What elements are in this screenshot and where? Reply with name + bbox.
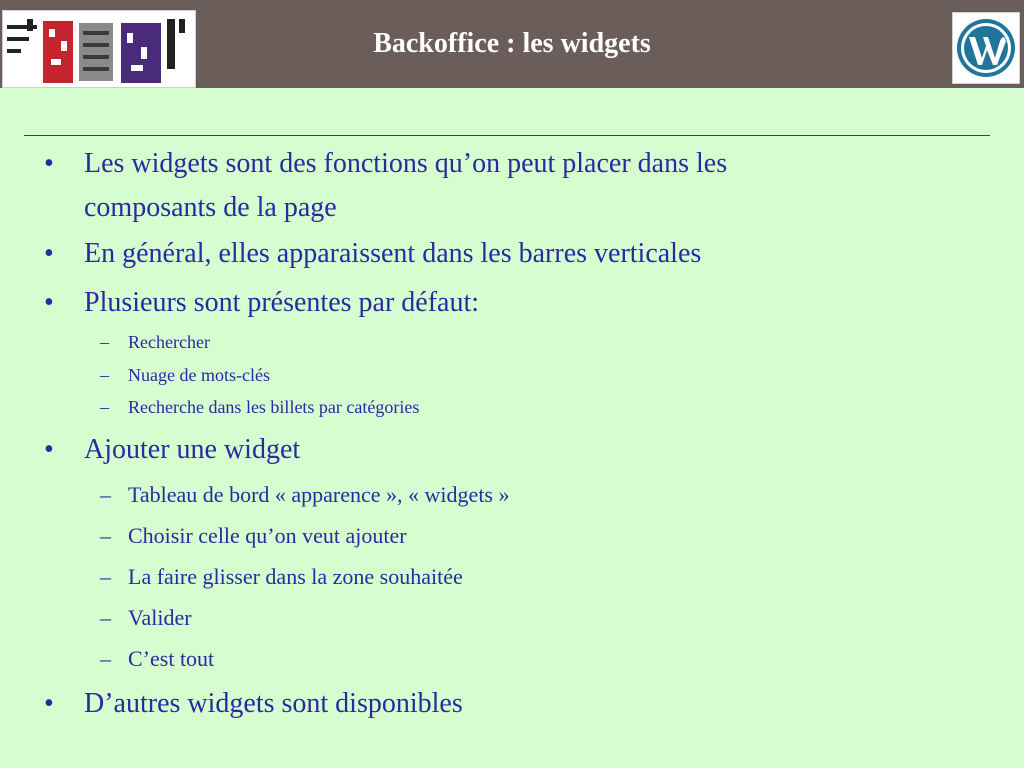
- sub-bullet-item: [0, 480, 1024, 510]
- bullet-item: [0, 283, 1024, 323]
- slide-title: Backoffice : les widgets: [373, 28, 651, 59]
- sub-bullet-item: [0, 603, 1024, 633]
- bullet-marker: •: [44, 287, 54, 318]
- sub-bullet-item: [0, 521, 1024, 551]
- sub-bullet-item: [0, 363, 1024, 387]
- bullet-marker: •: [44, 238, 54, 269]
- sub-bullet-text: Valider: [128, 605, 192, 630]
- sub-bullet-text: Recherche dans les billets par catégories: [128, 397, 420, 417]
- sub-bullet-item: [0, 330, 1024, 354]
- sub-bullet-marker: –: [100, 523, 111, 548]
- bullet-item: [0, 144, 1024, 224]
- sub-bullet-text: Choisir celle qu’on veut ajouter: [128, 523, 407, 548]
- sub-bullet-marker: –: [100, 397, 109, 417]
- sub-bullet-marker: –: [100, 564, 111, 589]
- bullet-item: [0, 684, 1024, 724]
- sub-bullet-text: Nuage de mots-clés: [128, 365, 270, 385]
- bullet-marker: •: [44, 434, 54, 465]
- sub-bullet-item: [0, 562, 1024, 592]
- sub-bullet-marker: –: [100, 365, 109, 385]
- bullet-text: Plusieurs sont présentes par défaut:: [84, 287, 480, 318]
- bullet-text: Ajouter une widget: [84, 434, 301, 465]
- bullet-item: [0, 234, 1024, 274]
- bullet-text: Les widgets sont des fonctions qu’on peut placer dans les: [84, 148, 728, 179]
- bullet-text: En général, elles apparaissent dans les barres verticales: [84, 238, 702, 269]
- sub-bullet-text: La faire glisser dans la zone souhaitée: [128, 564, 463, 589]
- sub-bullet-text: Rechercher: [128, 332, 210, 352]
- bullet-marker: •: [44, 148, 54, 179]
- sub-bullet-text: C’est tout: [128, 646, 215, 671]
- sub-bullet-text: Tableau de bord « apparence », « widgets »: [128, 482, 510, 507]
- slide-header: [0, 0, 1024, 88]
- sub-bullet-item: [0, 644, 1024, 674]
- sub-bullet-marker: –: [100, 482, 111, 507]
- bullet-item: [0, 430, 1024, 470]
- sub-bullet-marker: –: [100, 646, 111, 671]
- bullet-marker: •: [44, 688, 54, 719]
- sub-bullet-item: [0, 395, 1024, 419]
- bullet-text-continuation: composants de la page: [84, 192, 337, 223]
- sub-bullet-marker: –: [100, 605, 111, 630]
- sub-bullet-marker: –: [100, 332, 109, 352]
- wordpress-logo-graphic: [953, 13, 1019, 83]
- bullet-text: D’autres widgets sont disponibles: [84, 688, 463, 719]
- title-divider: [24, 135, 990, 136]
- wordpress-logo: [952, 12, 1020, 84]
